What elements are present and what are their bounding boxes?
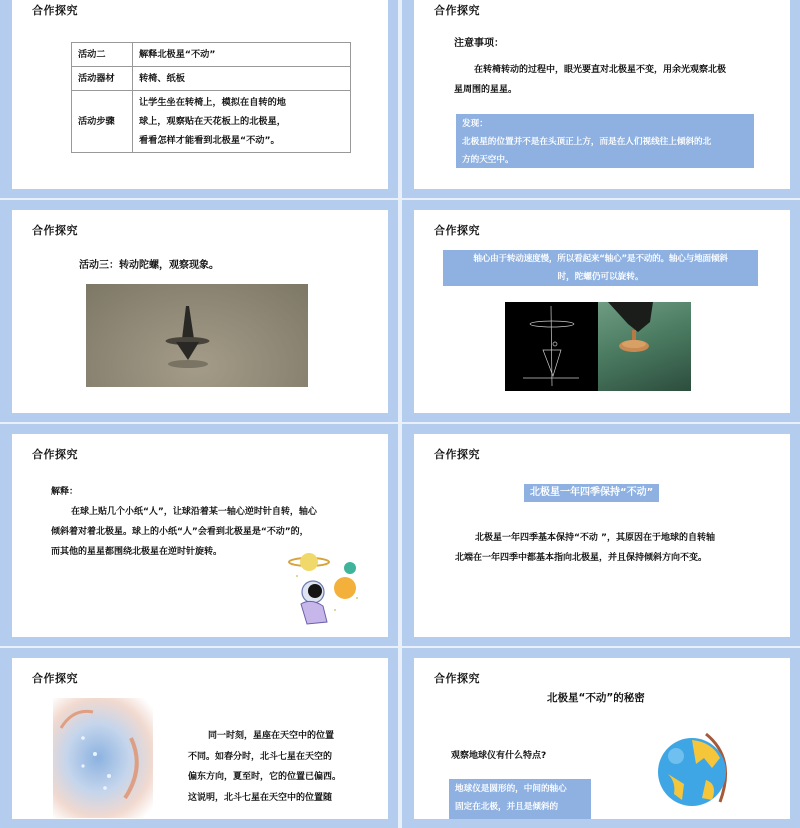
constellation-paragraph [188,726,358,808]
box-line: 轴心由于转动速度慢，所以看起来“轴心”是不动的。轴心与地面倾斜 [473,254,728,264]
paragraph-line: 不同。如春分时，北斗七星在天空的 [188,751,333,762]
slide-title: 合作探究 [32,224,78,237]
hand-spinning-top-photo [598,302,691,391]
hand-top-icon [598,302,691,391]
paragraph-line: 偏东方向，夏至时，它的位置已偏西。 [188,772,342,782]
star-cluster-icon [53,698,153,818]
answer-line: 固定在北极，并且是倾斜的 [455,802,559,812]
paragraph-line: 而其他的星星都围绕北极星在逆时针旋转。 [51,547,223,557]
table-row [72,91,351,153]
spinning-top-photo [86,284,308,387]
paragraph-line: 这说明，北斗七星在天空中的位置随 [188,792,333,803]
slide-5[interactable] [0,424,398,646]
finding-line: 方的天空中。 [462,155,514,165]
slide-title: 合作探究 [434,448,480,461]
paragraph-line: 倾斜着对着北极星。球上的小纸“人”会看到北极星是“不动”的， [51,527,309,537]
finding-box [456,114,754,168]
slide-4[interactable] [402,200,800,422]
row-label: 活动器材 [72,67,133,91]
notice-paragraph [454,60,764,100]
slide-title: 合作探究 [434,224,480,237]
slide-8[interactable] [402,648,800,828]
row-value [133,91,351,153]
globe-illustration [654,728,734,818]
paragraph-line: 星周围的星星。 [454,85,518,95]
slide-title: 合作探究 [434,672,480,685]
astronaut-planets-illustration [287,552,367,632]
starry-nebula-illustration [53,698,153,818]
explanation-box [443,250,758,286]
step-line: 让学生坐在转椅上，模拟在自转的地 [139,97,286,108]
step-line: 看看怎样才能看到北极星“不动”。 [139,135,280,146]
paragraph-line: 北极星一年四季基本保持“不动 ”，其原因在于地球的自转轴 [475,533,715,543]
explain-heading: 解释： [51,487,79,497]
finding-line: 北极星的位置并不是在头顶正上方，而是在人们视线往上倾斜的北 [462,137,712,147]
row-value: 解释北极星“不动” [133,43,351,67]
reason-paragraph [455,528,775,568]
row-label: 活动步骤 [72,91,133,153]
row-value: 转椅、纸板 [133,67,351,91]
paragraph-line: 同一时刻，星座在天空中的位置 [208,731,335,741]
globe-icon [654,728,734,818]
gyroscope-icon [505,302,598,391]
question-text: 观察地球仪有什么特点? [451,751,547,761]
paragraph-line: 在球上贴几个小纸“人”，让球沿着某一轴心逆时针自转，轴心 [71,507,317,517]
slide-7[interactable] [0,648,398,828]
answer-line: 地球仪是圆形的，中间的轴心 [455,784,567,794]
slide-title: 合作探究 [32,4,78,17]
activity-heading: 活动三：转动陀螺，观察现象。 [79,260,219,271]
row-label: 活动二 [72,43,133,67]
answer-box [449,779,591,819]
paragraph-line: 北端在一年四季中都基本指向北极星，并且保持倾斜方向不变。 [455,553,708,563]
slide-title: 合作探究 [32,448,78,461]
slide-2[interactable] [402,0,800,198]
slide-title: 合作探究 [32,672,78,685]
slide-1[interactable] [0,0,398,198]
slide-subtitle: 北极星“不动”的秘密 [547,692,645,704]
paragraph-line: 在转椅转动的过程中，眼光要直对北极星不变，用余光观察北极 [474,65,727,75]
slide-title: 合作探究 [434,4,480,17]
box-line: 时，陀螺仍可以旋转。 [557,272,644,282]
table-row [72,43,351,67]
banner: 北极星一年四季保持“不动” [524,484,659,502]
table-row [72,67,351,91]
gyroscope-diagram [505,302,598,391]
astronaut-icon [287,552,367,632]
activity-table [71,42,351,153]
step-line: 球上，观察贴在天花板上的北极星， [139,116,286,127]
slide-3[interactable] [0,200,398,422]
spinning-top-icon [86,284,308,387]
notice-heading: 注意事项： [454,38,504,49]
slide-6[interactable] [402,424,800,646]
finding-label: 发现： [462,119,488,129]
